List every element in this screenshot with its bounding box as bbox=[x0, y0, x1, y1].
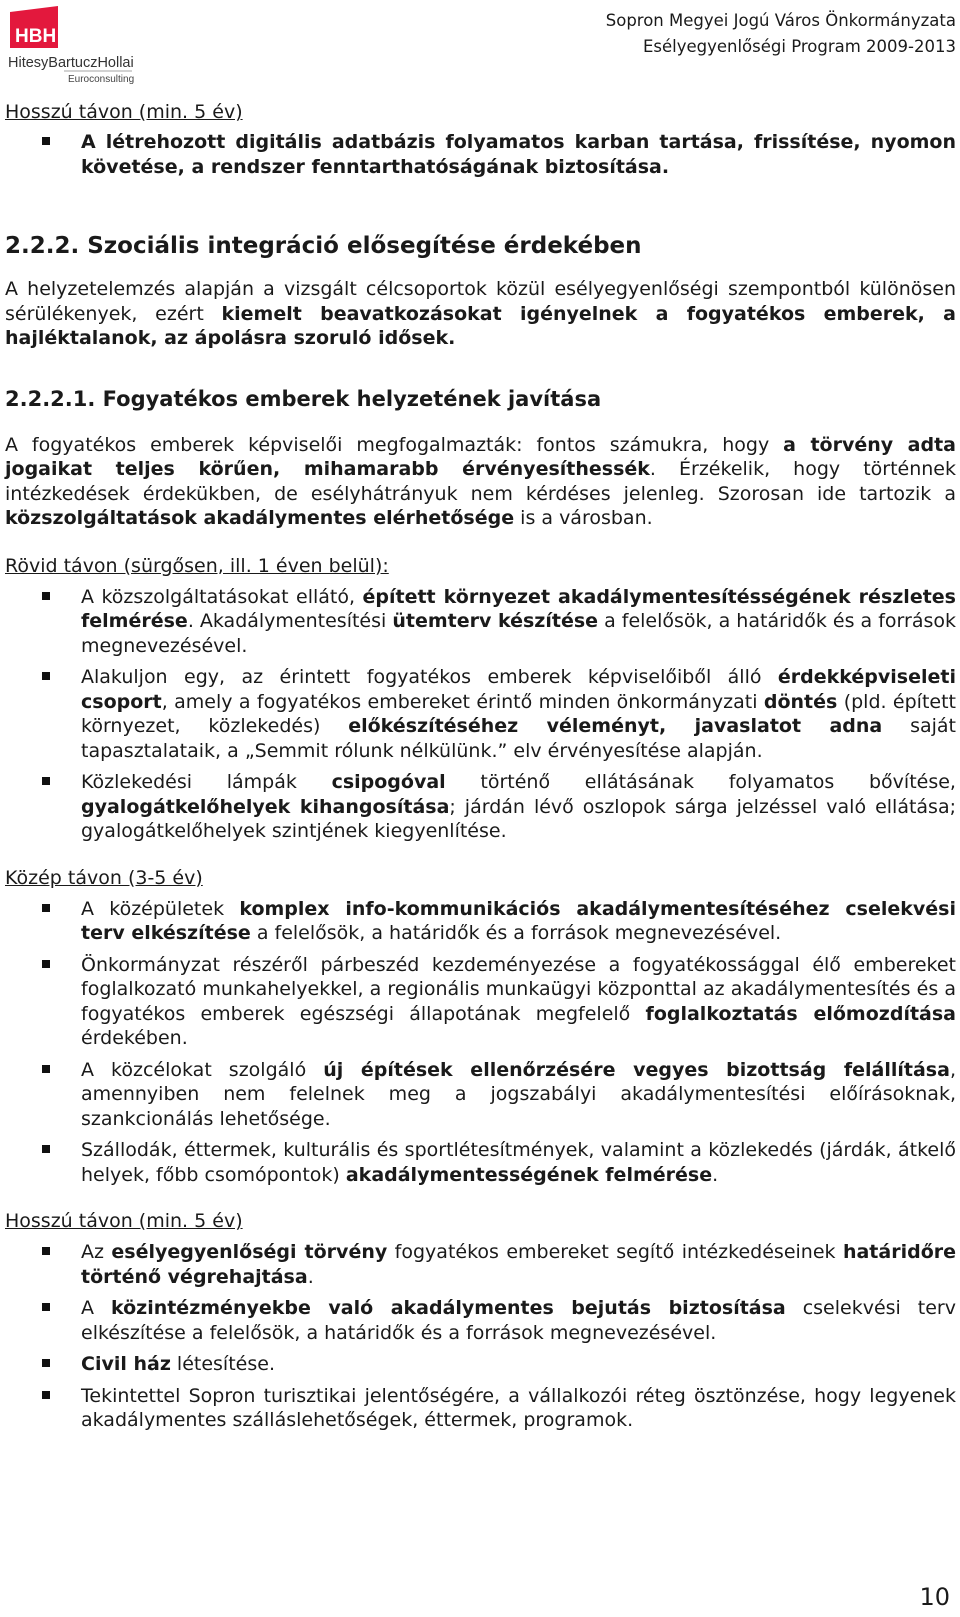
header-organization: Sopron Megyei Jogú Város Önkormányzata bbox=[605, 11, 956, 30]
hbh-logo bbox=[6, 4, 146, 88]
document-body bbox=[5, 100, 956, 1433]
section-paragraph: A fogyatékos emberek képviselői megfogalmazták: fontos számukra, hogy a törvény adta jogaikat teljes körűen, mihamarabb érvényesíthessék. Érzékelik, hogy történnek intézkedések érdekükben, de esélyhátrányuk nem kérdéses jelenleg. Szorosan ide tartozik a közszolgáltatások akadálymentes elérhetősége is a városban. bbox=[5, 433, 956, 529]
svg-text:HBH: HBH bbox=[15, 26, 57, 47]
list-item: Önkormányzat részéről párbeszéd kezdeményezése a fogyatékossággal élő embereket foglalkozató munkahelyekkel, a regionális munkaügyi központtal az akadálymentesítés és a fogyatékos emberek egészségi állapotának megfelelő foglalkoztatás előmozdítása érdekében. bbox=[5, 953, 956, 1051]
list-item: A közcélokat szolgáló új építések ellenőrzésére vegyes bizottság felállítása, amennyiben nem felelnek meg a jogszabályi akadálymentesítési előírásoknak, szankcionálás lehetősége. bbox=[5, 1058, 956, 1132]
list-item: Közlekedési lámpák csipogóval történő ellátásának folyamatos bővítése, gyalogátkelőhelyek kihangosítása; járdán lévő oszlopok sárga jelzéssel való ellátása; gyalogátkelőhelyek szintjének kiegyenlítése. bbox=[5, 770, 956, 844]
term-heading-medium: Közép távon (3-5 év) bbox=[5, 866, 203, 889]
header-program: Esélyegyenlőségi Program 2009-2013 bbox=[642, 37, 956, 56]
page-number: 10 bbox=[919, 1583, 950, 1611]
list-item: A létrehozott digitális adatbázis folyamatos karban tartása, frissítése, nyomon követése, a rendszer fenntarthatóságának biztosítása. bbox=[5, 130, 956, 179]
list-item: A középületek komplex info-kommunikációs akadálymentesítéséhez cselekvési terv elkészítése a felelősök, a határidők és a források megnevezésével. bbox=[5, 897, 956, 946]
term-heading-short: Rövid távon (sürgősen, ill. 1 éven belül): bbox=[5, 554, 389, 577]
short-term-list bbox=[5, 585, 956, 844]
list-item: Civil ház létesítése. bbox=[5, 1352, 956, 1377]
long-term-list-2 bbox=[5, 1240, 956, 1433]
page-header bbox=[0, 0, 960, 90]
svg-text:HitesyBartuczHollai: HitesyBartuczHollai bbox=[8, 55, 134, 71]
list-item: A közszolgáltatásokat ellátó, épített környezet akadálymentesítésségének részletes felmérése. Akadálymentesítési ütemterv készítése a felelősök, a határidők és a források megnevezésével. bbox=[5, 585, 956, 659]
list-item: Alakuljon egy, az érintett fogyatékos emberek képviselőiből álló érdekképviseleti csoport, amely a fogyatékos embereket érintő minden önkormányzati döntés (pld. épített környezet, közlekedés) előkészítéséhez véleményt, javaslatot adna saját tapasztalataik, a „Semmit rólunk nélkülünk.” elv érvényesítése alapján. bbox=[5, 665, 956, 763]
list-item: Szállodák, éttermek, kulturális és sportlétesítmények, valamint a közlekedés (járdák, átkelő helyek, főbb csomópontok) akadálymentességének felmérése. bbox=[5, 1138, 956, 1187]
term-heading-long-2: Hosszú távon (min. 5 év) bbox=[5, 1210, 243, 1232]
section-heading-2-2-2-1: 2.2.2.1. Fogyatékos emberek helyzetének javítása bbox=[5, 386, 602, 411]
medium-term-list bbox=[5, 897, 956, 1188]
term-heading-long-1: Hosszú távon (min. 5 év) bbox=[5, 101, 243, 123]
list-item: Az esélyegyenlőségi törvény fogyatékos embereket segítő intézkedéseinek határidőre történő végrehajtása. bbox=[5, 1240, 956, 1289]
list-item: Tekintettel Sopron turisztikai jelentőségére, a vállalkozói réteg ösztönzése, hogy legyenek akadálymentes szálláslehetőségek, éttermek, programok. bbox=[5, 1384, 956, 1433]
svg-text:Euroconsulting: Euroconsulting bbox=[68, 74, 135, 85]
long-term-list-1 bbox=[5, 130, 956, 179]
section-heading-2-2-2: 2.2.2. Szociális integráció elősegítése érdekében bbox=[5, 233, 642, 259]
section-paragraph: A helyzetelemzés alapján a vizsgált célcsoportok közül esélyegyenlőségi szempontból különösen sérülékenyek, ezért kiemelt beavatkozásokat igényelnek a fogyatékos emberek, a hajléktalanok, az ápolásra szoruló idősek. bbox=[5, 278, 956, 349]
list-item: A közintézményekbe való akadálymentes bejutás biztosítása cselekvési terv elkészítése a felelősök, a határidők és a források megnevezésével. bbox=[5, 1296, 956, 1345]
